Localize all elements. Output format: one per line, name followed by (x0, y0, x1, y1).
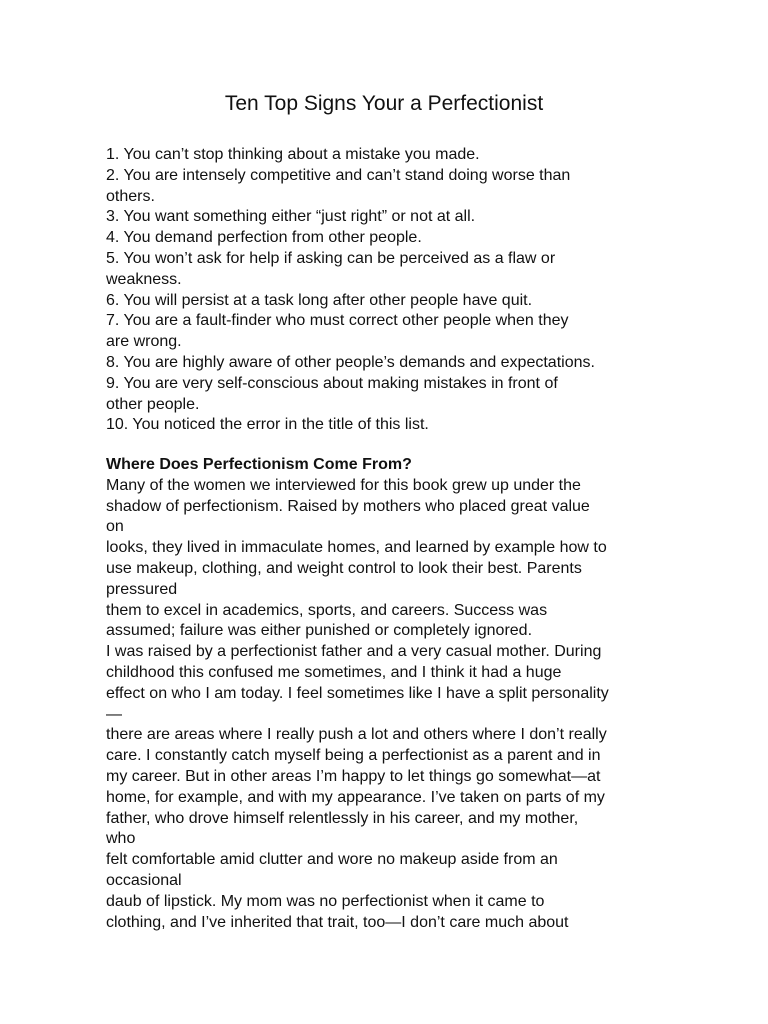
paragraph-line: who (106, 830, 136, 848)
paragraph-line: father, who drove himself relentlessly in his career, and my mother, (106, 809, 579, 827)
paragraph-line: care. I constantly catch myself being a perfectionist as a parent and in (106, 747, 601, 765)
paragraph-line: on (106, 518, 124, 536)
paragraph-line: my career. But in other areas I’m happy to let things go somewhat—at (106, 767, 601, 785)
paragraph-line: there are areas where I really push a lot and others where I don’t really (106, 726, 607, 744)
list-item: 4. You demand perfection from other people. (106, 229, 422, 247)
paragraph-line: felt comfortable amid clutter and wore no makeup aside from an (106, 851, 558, 869)
paragraph-line: Many of the women we interviewed for this book grew up under the (106, 476, 581, 494)
section-heading: Where Does Perfectionism Come From? (106, 456, 412, 473)
list-item: 6. You will persist at a task long after other people have quit. (106, 291, 533, 309)
list-item: 3. You want something either “just right” or not at all. (106, 208, 476, 226)
paragraph-line: pressured (106, 580, 178, 598)
list-item: 5. You won’t ask for help if asking can be perceived as a flaw or (106, 249, 556, 267)
paragraph-line: shadow of perfectionism. Raised by mothers who placed great value (106, 497, 590, 515)
page-title: Ten Top Signs Your a Perfectionist (224, 92, 544, 115)
paragraph-line: them to excel in academics, sports, and careers. Success was (106, 601, 548, 619)
paragraph-line: effect on who I am today. I feel sometimes like I have a split personality (106, 684, 609, 702)
list-item: 7. You are a fault-finder who must correct other people when they (106, 312, 569, 330)
list-item: 8. You are highly aware of other people’s demands and expectations. (106, 353, 595, 371)
list-item: 2. You are intensely competitive and can’t stand doing worse than (106, 166, 571, 184)
list-item: 9. You are very self-conscious about making mistakes in front of (106, 374, 558, 392)
paragraph-line: occasional (106, 871, 182, 889)
list-item: weakness. (106, 270, 182, 288)
signs-list (106, 145, 666, 436)
section-perfectionism-origin (106, 455, 666, 933)
paragraph-line: — (106, 705, 122, 723)
paragraph-line: childhood this confused me sometimes, and I think it had a huge (106, 663, 562, 681)
paragraph-line: daub of lipstick. My mom was no perfectionist when it came to (106, 892, 545, 910)
list-item: 1. You can’t stop thinking about a mistake you made. (106, 146, 480, 163)
paragraph-line: I was raised by a perfectionist father and a very casual mother. During (106, 643, 602, 661)
paragraph-line: looks, they lived in immaculate homes, and learned by example how to (106, 539, 607, 557)
paragraph-line: assumed; failure was either punished or completely ignored. (106, 622, 533, 640)
list-item: 10. You noticed the error in the title of this list. (106, 416, 429, 434)
paragraph-line: home, for example, and with my appearance. I’ve taken on parts of my (106, 788, 605, 806)
paragraph-line: use makeup, clothing, and weight control to look their best. Parents (106, 559, 582, 577)
list-item: other people. (106, 395, 200, 413)
list-item: others. (106, 187, 155, 205)
list-item: are wrong. (106, 333, 182, 351)
paragraph-line: clothing, and I’ve inherited that trait, too—I don’t care much about (106, 913, 569, 931)
